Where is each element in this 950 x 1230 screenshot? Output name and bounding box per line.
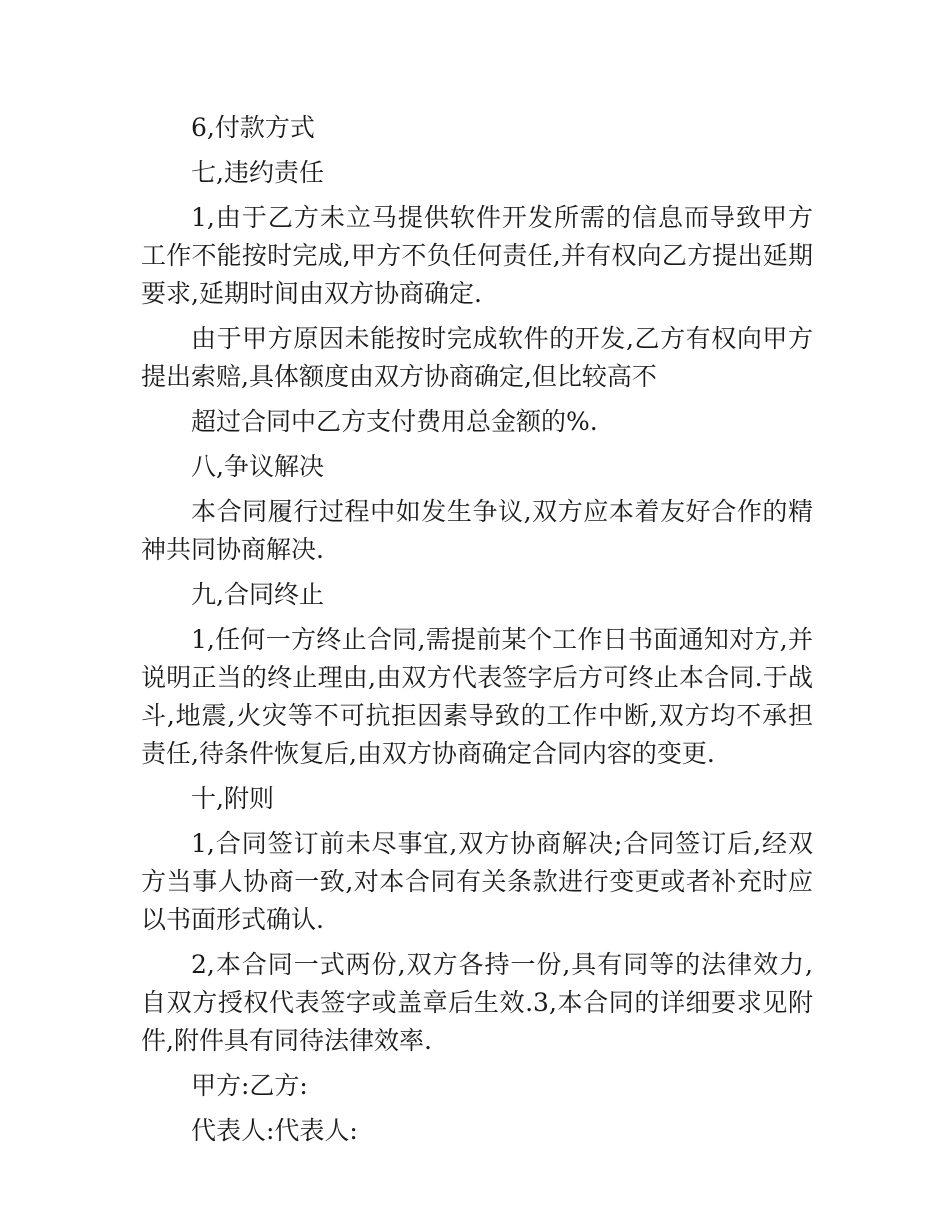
paragraph-breach-clause-1: 1,由于乙方未立马提供软件开发所需的信息而导致甲方工作不能按时完成,甲方不负任何责任,并有权向乙方提出延期要求,延期时间由双方协商确定. xyxy=(141,203,813,308)
document-body xyxy=(141,109,813,1157)
section-heading-supplementary-provisions: 十,附则 xyxy=(191,784,274,813)
signature-parties-line: 甲方:乙方: xyxy=(191,1071,308,1100)
section-heading-contract-termination: 九,合同终止 xyxy=(191,580,324,609)
paragraph-termination-clause: 1,任何一方终止合同,需提前某个工作日书面通知对方,并说明正当的终止理由,由双方代表签字后方可终止本合同.于战斗,地震,火灾等不可抗拒因素导致的工作中断,双方均不承担责任,待条件恢复后,由双方协商确定合同内容的变更. xyxy=(141,625,813,768)
paragraph-breach-clause-2-continued: 超过合同中乙方支付费用总金额的%. xyxy=(191,407,598,436)
paragraph-supplementary-clause-2: 2,本合同一式两份,双方各持一份,具有同等的法律效力,自双方授权代表签字或盖章后生效.3,本合同的详细要求见附件,附件具有同待法律效率. xyxy=(141,950,813,1055)
signature-representatives-line: 代表人:代表人: xyxy=(191,1116,358,1145)
section-heading-dispute-resolution: 八,争议解决 xyxy=(191,452,324,481)
paragraph-dispute-clause: 本合同履行过程中如发生争议,双方应本着友好合作的精神共同协商解决. xyxy=(141,497,813,564)
section-heading-breach-liability: 七,违约责任 xyxy=(191,158,324,187)
paragraph-breach-clause-2: 由于甲方原因未能按时完成软件的开发,乙方有权向甲方提出索赔,具体额度由双方协商确定,但比较高不 xyxy=(141,324,813,391)
paragraph-supplementary-clause-1: 1,合同签订前未尽事宜,双方协商解决;合同签订后,经双方当事人协商一致,对本合同有关条款进行变更或者补充时应以书面形式确认. xyxy=(141,829,813,934)
section-heading-payment-method: 6,付款方式 xyxy=(191,113,315,142)
